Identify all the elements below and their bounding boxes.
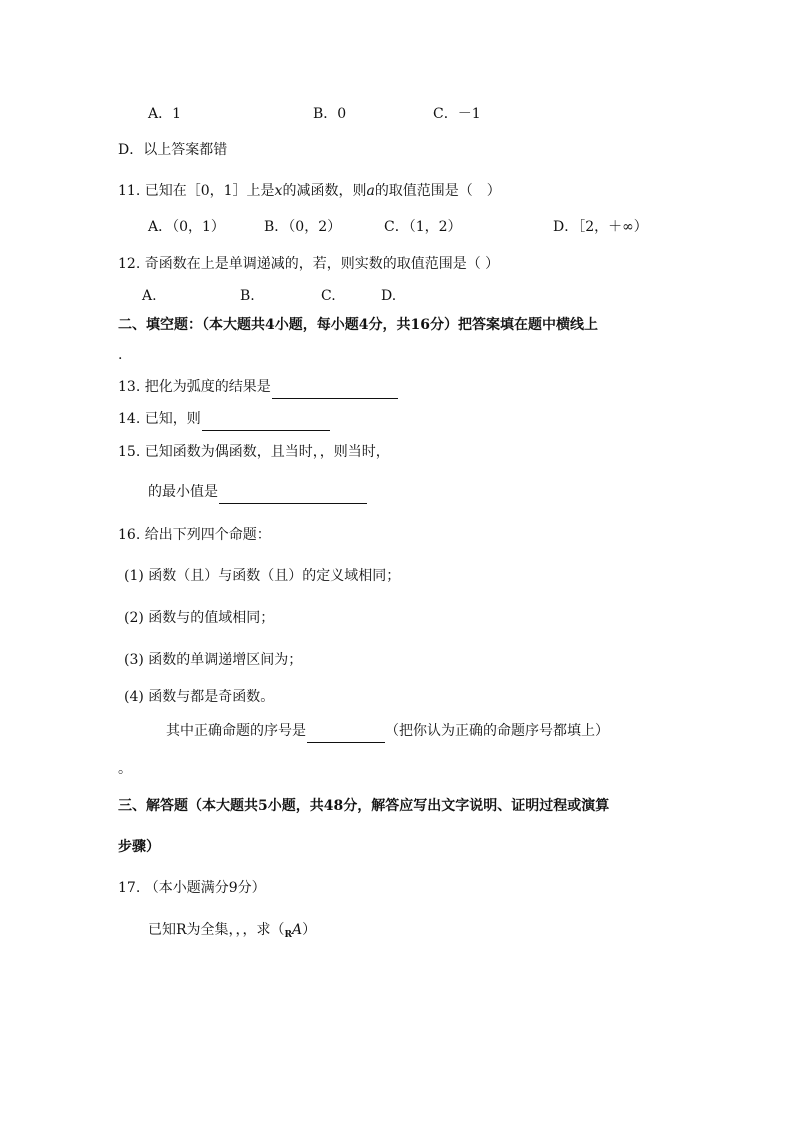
section-2-tail: . xyxy=(118,347,123,363)
q16-stem xyxy=(118,526,271,544)
q17-text-pre: 已知R为全集，，，求（ xyxy=(148,922,285,938)
q11-text-post: 的取值范围是（ ） xyxy=(374,183,501,199)
q17-header xyxy=(118,879,266,897)
q17-sub-r: R xyxy=(284,930,293,940)
section-2-heading: 二、填空题：（本大题共4小题，每小题4分，共16分）把答案填在题中横线上 xyxy=(118,317,598,333)
q16-answer-pre: 其中正确命题的序号是 xyxy=(166,723,306,739)
q10-option-b: B．0 xyxy=(313,106,347,122)
q16-item-3: (3) 函数的单调递增区间为； xyxy=(124,652,303,668)
q13-text: 把化为弧度的结果是 xyxy=(144,379,271,395)
q16-answer-post: （把你认为正确的命题序号都填上） xyxy=(385,723,609,739)
q15-cont xyxy=(148,483,367,504)
question-number: 11. xyxy=(118,183,141,199)
section-3-heading-cont: 步骤） xyxy=(118,839,160,855)
q12-option-c: C. xyxy=(321,288,336,304)
q16-item-4: (4) 函数与都是奇函数。 xyxy=(124,689,275,705)
q11-option-b: B．（0，2） xyxy=(264,219,342,235)
q16-item-2: (2) 函数与的值域相同； xyxy=(124,610,275,626)
q14 xyxy=(118,410,330,431)
q11-var-x: x xyxy=(274,183,283,199)
q16-intro: 给出下列四个命题： xyxy=(144,527,271,543)
q12-text: 奇函数在上是单调递减的，若，则实数的取值范围是（ ） xyxy=(144,256,500,272)
q15-cont-text: 的最小值是 xyxy=(148,484,218,500)
q12-option-d: D. xyxy=(381,288,397,304)
q16-item-1: (1) 函数（且）与函数（且）的定义域相同； xyxy=(124,568,401,584)
q12-option-b: B. xyxy=(240,288,255,304)
question-number: 17. xyxy=(118,880,141,896)
q17-var-a: A xyxy=(292,922,303,938)
q11-var-a: a xyxy=(366,183,375,199)
q15-text: 已知函数为偶函数，且当时，，则当时， xyxy=(144,444,390,460)
question-number: 16. xyxy=(118,527,141,543)
q15-answer-blank[interactable] xyxy=(219,485,367,504)
q11-text-mid: 的减函数，则 xyxy=(282,183,367,199)
q14-text: 已知，则 xyxy=(144,411,201,427)
question-number: 12. xyxy=(118,256,141,272)
section-3-heading: 三、解答题（本大题共5小题，共48分，解答应写出文字说明、证明过程或演算 xyxy=(118,798,610,814)
q16-tail: 。 xyxy=(118,761,132,777)
q10-option-a: A．1 xyxy=(148,106,182,122)
q11-stem xyxy=(118,182,501,200)
q17-close: ） xyxy=(302,922,317,938)
q10-option-d: D．以上答案都错 xyxy=(118,142,228,158)
q13-answer-blank[interactable] xyxy=(272,380,398,399)
q12-option-a: A. xyxy=(142,288,157,304)
q11-option-c: C．（1，2） xyxy=(384,219,462,235)
q13 xyxy=(118,378,398,399)
q11-option-a: A．（0，1） xyxy=(148,219,225,235)
question-number: 14. xyxy=(118,411,141,427)
q17-stem xyxy=(148,921,316,944)
q11-text-pre: 已知在［0，1］上是 xyxy=(144,183,275,199)
q17-score: （本小题满分9分） xyxy=(144,880,266,896)
q10-option-c: C．－1 xyxy=(433,106,481,122)
q16-answer-line xyxy=(166,722,609,743)
q16-answer-blank[interactable] xyxy=(307,724,385,743)
q14-answer-blank[interactable] xyxy=(202,412,330,431)
question-number: 13. xyxy=(118,379,141,395)
question-number: 15. xyxy=(118,444,141,460)
q11-option-d: D．［2，＋∞） xyxy=(553,219,648,235)
q12-stem xyxy=(118,255,499,273)
q15 xyxy=(118,443,390,461)
